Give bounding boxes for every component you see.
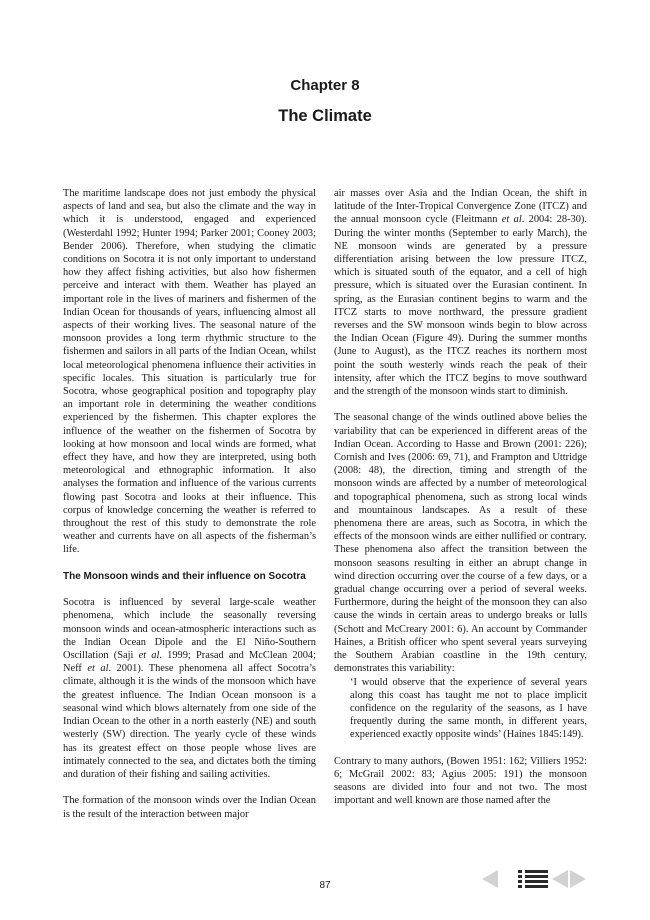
intro-paragraph: The maritime landscape does not just embody the physical aspects of land and sea, but also the climate and the way in which it is understood, engaged and experienced (Westerdahl 1992; Hunter 1994; Parker 2001; Cooney 2003; Bender 2006). Therefore, when studying the climatic conditions on Socotra it is not only important to understand how they affect fishing activities, but also how fishermen perceive and interact with them. Weather has played an important role in the lives of mariners and fishermen of the Indian Ocean for thousands of years, influencing almost all aspects of their working lives. The seasonal nature of the monsoon provides a long term rhythmic structure to the fishermen and sailors in all parts of the Indian Ocean, whilst local meteorological phenomena influence their activities in specific locales. This situation is particularly true for Socotra, whose geographical position and topography play an important role in determining the weather conditions experienced by the fishermen. This chapter explores the influence of the weather on the fishermen of Socotra by looking at how monsoon and local winds are formed, what effect they have, and how they are interpreted, using both meteorological and ethnographic information. It also analyses the formation and influence of the various currents flowing past Socotra and looks at their influence. This corpus of knowledge concerning the weather is referred to throughout the rest of this study to demonstrate the role weather and currents have on all aspects of the fisherman’s life. [63, 188, 316, 556]
page-number: 87 [319, 880, 331, 891]
page-title: The Climate [278, 107, 372, 125]
monsoon-paragraph: Socotra is influenced by several large-scale weather phenomena, which include the seasonally reversing monsoon winds and ocean-atmospheric interactions such as the Indian Ocean Dipole and the El Niño-Southern Oscillation (Saji et al. 1999; Prasad and McClean 2004; Neff et al. 2001). These phenomena all affect Socotra’s climate, although it is the winds of the monsoon which have the greatest influence. The Indian Ocean monsoon is a seasonal wind which blows alternately from one side of the Indian Ocean to the other in a north easterly (NE) and south westerly (SW) direction. The yearly cycle of these winds has its greatest effect on those people whose lives are intimately connected to the sea, and dictates both the timing and duration of their fishing and sailing activities. [63, 597, 316, 780]
formation-paragraph: The formation of the monsoon winds over the Indian Ocean is the result of the interaction between major [63, 795, 316, 820]
previous-page-icon[interactable] [482, 870, 498, 888]
left-column [63, 187, 316, 821]
next-icon[interactable] [570, 870, 586, 888]
previous-icon[interactable] [552, 870, 568, 888]
section-heading: The Monsoon winds and their influence on Socotra [63, 570, 306, 582]
chapter-label: Chapter 8 [290, 77, 360, 94]
seasons-paragraph: Contrary to many authors, (Bowen 1951: 162; Villiers 1952: 6; McGrail 2002: 83; Agius 2005: 191) the monsoon seasons are divided into four and not two. The most important and well known are those named after the [334, 755, 587, 807]
right-column [334, 187, 587, 808]
haines-quote: ‘I would observe that the experience of several years along this coast has taught me not to place implicit confidence on the regularity of the seasons, as I have frequently during the same month, in different years, experienced exactly opposite winds’ (Haines 1845:149). [350, 676, 587, 741]
air-masses-paragraph: air masses over Asia and the Indian Ocean, the shift in latitude of the Inter-Tropical Convergence Zone (ITCZ) and the annual monsoon cycle (Fleitmann et al. 2004: 28-30). During the winter months (September to early March), the NE monsoon winds are generated by a pressure differentiation arising between the low pressure ITCZ, which is situated south of the equator, and a cell of high pressure, which is situated over the Eurasian continent. In spring, as the Eurasian continent begins to warm and the ITCZ starts to move northward, the pressure gradient reverses and the SW monsoon winds begin to blow across the Indian Ocean (Figure 49). During the summer months (June to August), as the ITCZ reaches its northern most point the south westerly winds reach the peak of their intensity, after which the ITCZ begins to move southward and the strength of the monsoon winds start to diminish. [334, 188, 587, 398]
menu-icon[interactable] [518, 870, 548, 888]
page-navigation [480, 868, 590, 892]
variability-paragraph: The seasonal change of the winds outlined above belies the variability that can be experienced in different areas of the Indian Ocean. According to Hasse and Brown (2001: 226); Cornish and Ives (2006: 69, 71), and Frampton and Uttridge (2008: 48), the direction, timing and strength of the monsoon winds are affected by a number of meteorological and topographical phenomena, such as strong local winds and mountainous landscapes. As a result of these phenomena there are areas, such as Socotra, in which the effects of the monsoon winds are either nullified or contrary. These phenomena also affect the transition between the monsoon seasons resulting in either an abrupt change in wind direction occurring over the course of a few days, or a gradual change occurring over a period of several weeks. Furthermore, during the height of the monsoon they can also cause the winds in certain areas to undergo breaks or lulls (Schott and McCreary 2001: 6). An account by Commander Haines, a British officer who spent several years surveying the Southern Arabian coastline in the 19th century, demonstrates this variability: [334, 412, 587, 675]
